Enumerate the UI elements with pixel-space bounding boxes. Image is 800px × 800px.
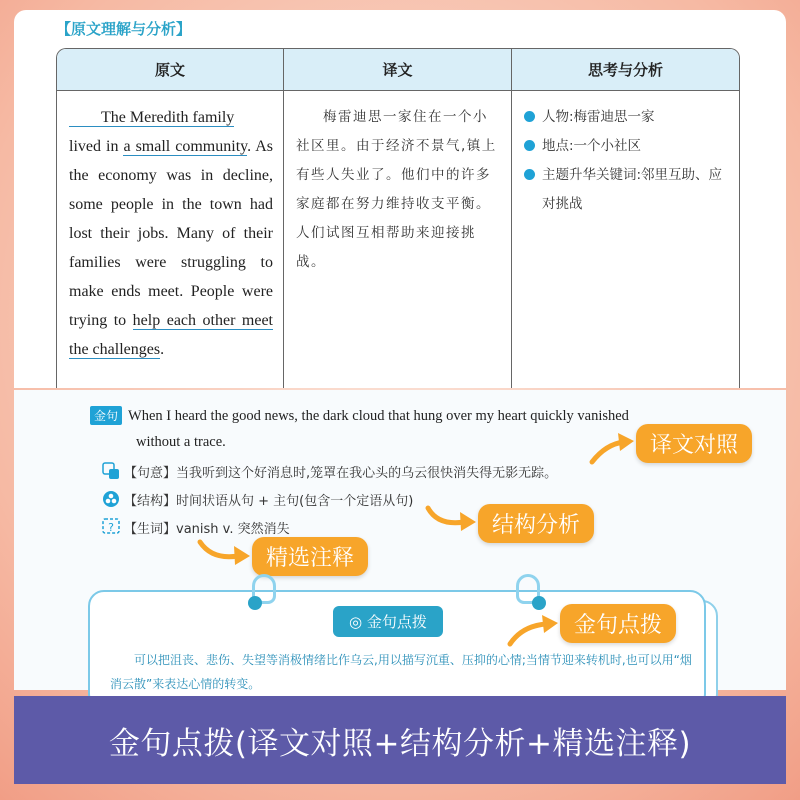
vocab-icon <box>102 518 120 536</box>
underlined-phrase: help each other meet the challenges <box>69 312 273 358</box>
analysis-cell <box>511 91 739 388</box>
translate-icon <box>102 462 120 480</box>
analysis-text: 主题升华关键词:邻里互助、应对挑战 <box>542 167 723 212</box>
bottom-banner: 金句点拨(译文对照+结构分析+精选注释) <box>14 696 786 784</box>
analysis-text: 地点:一个小社区 <box>542 138 642 154</box>
meaning-text: 【句意】当我听到这个好消息时,笼罩在我心头的乌云很快消失得无影无踪。 <box>124 466 558 481</box>
tip-text: 可以把沮丧、悲伤、失望等消极情绪比作乌云,用以描写沉重、压抑的心情;当情节迎来转机时,也可以用“烟消云散”来表达心情的转变。 <box>110 653 692 691</box>
structure-icon <box>102 490 120 508</box>
golden-text: When I heard the good news, the dark cloud that hung over my heart quickly vanished <box>128 408 629 424</box>
header-translation: 译文 <box>283 49 511 91</box>
underlined-phrase: a small community <box>123 138 248 155</box>
callout-translation: 译文对照 <box>636 424 752 463</box>
header-analysis: 思考与分析 <box>511 49 739 91</box>
golden-sentence-line2: without a trace. <box>136 434 226 450</box>
underlined-phrase: The Meredith family <box>69 109 234 127</box>
text-span: lived in <box>69 138 124 155</box>
ring-dot-icon <box>248 596 262 610</box>
header-original: 原文 <box>57 49 283 91</box>
translation-table <box>56 48 740 388</box>
bullet-icon <box>524 140 535 151</box>
svg-text:?: ? <box>108 521 114 534</box>
analysis-text: 人物:梅雷迪思一家 <box>542 109 655 125</box>
arrow-icon <box>424 502 480 536</box>
arrow-icon <box>588 430 638 466</box>
bullet-icon <box>524 111 535 122</box>
vocab-text: 【生词】vanish v. 突然消失 <box>124 522 290 537</box>
analysis-item <box>524 132 729 161</box>
golden-sentence-line1 <box>90 406 629 425</box>
structure-text: 【结构】时间状语从句 + 主句(包含一个定语从句) <box>124 494 414 509</box>
arrow-icon <box>506 612 564 648</box>
text-span: As the economy was in decline, some people in the town had lost their jobs. Many of their families were struggling to make ends meet. People were trying to <box>69 138 274 329</box>
text-span: . <box>160 341 165 358</box>
translation-cell <box>283 91 511 388</box>
ring-dot-icon <box>532 596 546 610</box>
golden-tag: 金句 <box>90 406 122 425</box>
callout-tips: 金句点拨 <box>560 604 676 643</box>
bullet-icon <box>524 169 535 180</box>
tip-badge: ◎ 金句点拨 <box>333 606 443 637</box>
callout-structure: 结构分析 <box>478 504 594 543</box>
analysis-item <box>524 103 729 132</box>
original-cell <box>57 91 283 388</box>
translation-text: 梅雷迪思一家住在一个小社区里。由于经济不景气,镇上有些人失业了。他们中的许多家庭都在努力维持收支平衡。人们试图互相帮助来迎接挑战。 <box>296 109 497 270</box>
section-title: 【原文理解与分析】 <box>56 20 192 38</box>
callout-notes: 精选注释 <box>252 537 368 576</box>
arrow-icon <box>196 536 254 570</box>
original-text <box>69 103 273 364</box>
text-span: . <box>247 138 252 155</box>
analysis-item <box>524 161 729 219</box>
analysis-list <box>524 103 729 219</box>
